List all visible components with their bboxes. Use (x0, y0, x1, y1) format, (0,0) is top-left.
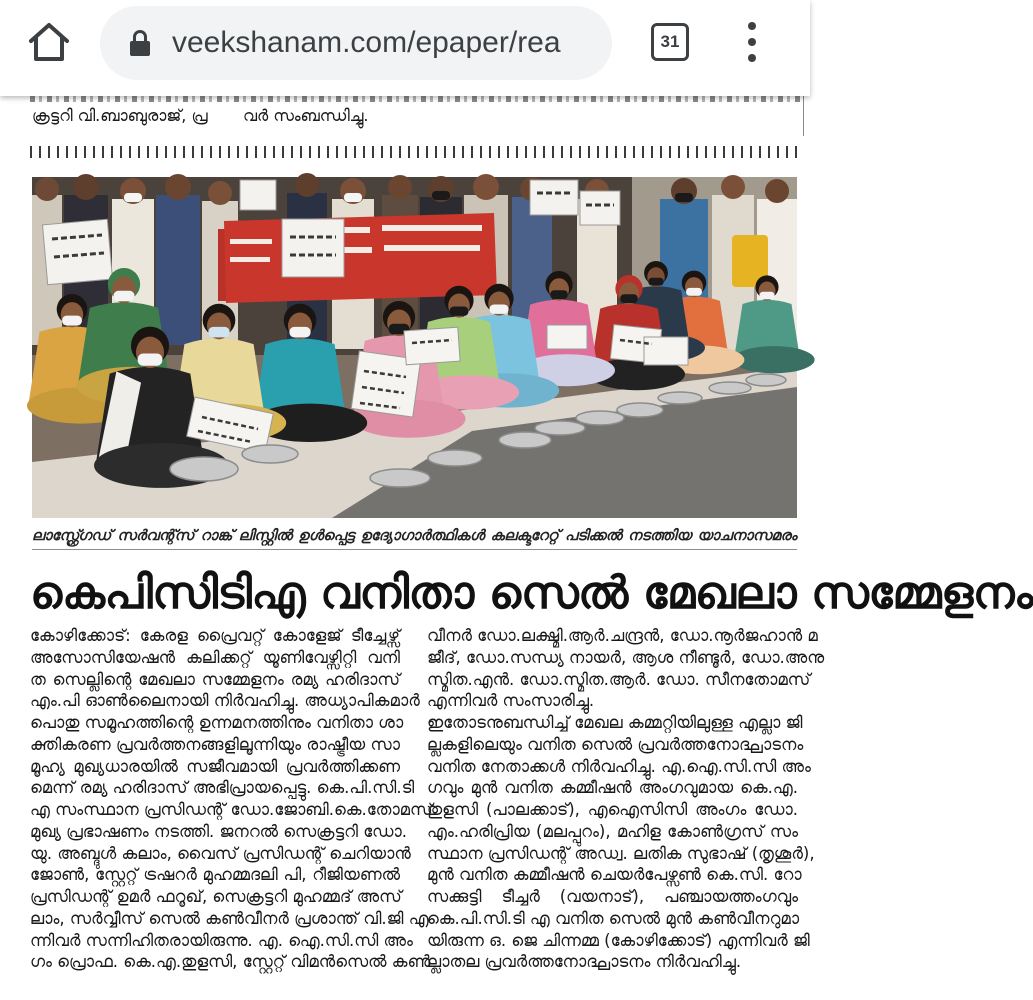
body-line: മൂഹ്യ മുഖ്യധാരയിൽ സജീവമായി പ്രവർത്തിക്കണ (30, 756, 400, 776)
home-icon[interactable] (26, 19, 72, 65)
body-line: ജോൺ, സ്റ്റേറ്റ് ട്രഷറർ മുഹമ്മദലി പി, റീജിയണൽ (30, 865, 400, 885)
tab-count[interactable]: 31 (660, 32, 680, 51)
body-line: എന്നിവർ സംസാരിച്ചു. (427, 691, 595, 711)
body-line: സ്മിത.എൻ. ഡോ.സ്മിത.ആർ. ഡോ. സീനതോമസ് (427, 669, 811, 689)
body-line: മെന്ന് രമ്യ ഹരിദാസ് അഭിപ്രായപ്പെട്ടു. കെ.പി.സി.ടി (30, 778, 415, 798)
url-text[interactable]: veekshanam.com/epaper/rea (172, 26, 561, 59)
dashed-separator (30, 146, 802, 158)
more-menu-button[interactable] (738, 16, 766, 68)
news-photo (32, 177, 797, 518)
article-column-left (30, 625, 433, 973)
body-line: വനിത നേതാക്കൾ നിർവഹിച്ചു. എ.ഐ.സി.സി അം (427, 756, 811, 776)
body-line: സ്ഥാന പ്രസിഡന്റ് അഡ്വ. ലതിക സുഭാഷ് (തൃശൂർ), (427, 843, 815, 863)
body-line: ഗവും മുൻ വനിത കമ്മീഷൻ അംഗവുമായ കെ.എ. (427, 778, 798, 798)
photo-caption: ലാസ്റ്റ്ഗ്രേഡ് സർവന്റ്സ് റാങ്ക് ലിസ്റ്റിൽ ഉൾപ്പെട്ട ഉദ്യോഗാർത്ഥികൾ കലക്ടറേറ്റ് പടിക്കൽ നടത്തിയ യാചനാസമരം (32, 528, 797, 544)
home-button[interactable] (26, 19, 72, 65)
body-line: തുളസി (പാലക്കാട്), എഐസിസി അംഗം ഡോ. (427, 800, 798, 819)
body-line: യിരുന്ന ഒ. ജെ ചിന്നമ്മ (കോഴിക്കോട്) എന്നിവർ ജി (427, 930, 810, 950)
caption-divider (32, 549, 797, 550)
body-line: എ സംസ്ഥാന പ്രസിഡന്റ് ഡോ.ജോബി.കെ.തോമസ് (30, 800, 433, 819)
column-rule (803, 96, 804, 136)
body-line: ല്ലാതല പ്രവർത്തനോദ്ഘാടനം നിർവഹിച്ചു. (427, 952, 742, 972)
body-line: ഗം പ്രൊഫ. കെ.എ.തുളസി, സ്റ്റേറ്റ് വിമൻസെൽ കൺ (30, 952, 431, 972)
browser-toolbar (0, 0, 810, 96)
body-line: പൊതു സമൂഹത്തിന്റെ ഉന്നമനത്തിനും വനിതാ ശാ (30, 713, 404, 732)
article-column-right (427, 625, 825, 973)
body-line: എം.ഹരിപ്രിയ (മലപ്പുറം), മഹിള കോൺഗ്രസ് സം (427, 821, 798, 841)
site-info-button[interactable] (128, 28, 152, 58)
body-line: ജീദ്, ഡോ.സന്ധ്യ നായർ, ആശ നീണ്ടൂർ, ഡോ.അനു (427, 647, 825, 667)
body-line: മുഖ്യ പ്രഭാഷണം നടത്തി. ജനറൽ സെക്രട്ടറി ഡോ. (30, 821, 407, 841)
article-headline: കെപിസിടിഎ വനിതാ സെൽ മേഖലാ സമ്മേളനം (30, 566, 1033, 619)
body-line: കോഴിക്കോട്: കേരള പ്രൈവറ്റ് കോളേജ് ടീച്ചേഴ്സ് (30, 626, 400, 645)
previous-article-fragment-end: വർ സംബന്ധിച്ചു. (243, 106, 369, 125)
body-line: അസോസിയേഷൻ കലിക്കറ്റ് യൂണിവേഴ്സിറ്റി വനി (30, 647, 400, 667)
lock-icon[interactable] (128, 28, 152, 58)
previous-article-fragment: ക്രട്ടറി വി.ബാബുരാജ്, പ്ര (32, 106, 208, 125)
body-line: പ്രസിഡന്റ് ഉമർ ഫറൂഖ്, സെക്രട്ടറി മുഹമ്മദ് അസ് (30, 887, 402, 906)
body-line: ലാം, സർവ്വീസ് സെൽ കൺവീനർ പ്രശാന്ത് വി.ജി എ (30, 908, 429, 928)
body-line: ക്തികരണ പ്രവർത്തനങ്ങളിലൂന്നിയും രാഷ്ട്രീയ സാ (30, 734, 400, 754)
body-line: കെ.പി.സി.ടി എ വനിത സെൽ മുൻ കൺവീനറുമാ (427, 908, 800, 928)
body-line: സക്കുട്ടി ടീച്ചർ (വയനാട്), പഞ്ചായത്തംഗവും (427, 887, 798, 906)
body-line: ന്നിവർ സന്നിഹിതരായിരുന്നു. എ. ഐ.സി.സി അം (30, 930, 413, 950)
body-line: ല്ലകളിലെയും വനിത സെൽ പ്രവർത്തനോദ്ഘാടനം (427, 734, 804, 754)
body-line: യു. അബ്ദുൾ കലാം, വൈസ് പ്രസിഡന്റ് ചെറിയാൻ (30, 843, 411, 863)
body-line: വീനർ ഡോ.ലക്ഷ്മി.ആർ.ചന്ദ്രൻ, ഡോ.നൂർജഹാൻ മ (427, 626, 818, 645)
clipped-text-line (30, 96, 800, 102)
body-line: മുൻ വനിത കമ്മീഷൻ ചെയർപേഴ്സൺ കെ.സി. റോ (427, 865, 802, 885)
more-vert-icon[interactable] (738, 16, 766, 68)
body-line: ഇതോടനുബന്ധിച്ച് മേഖല കമ്മറ്റിയിലുള്ള എല്ലാ ജി (427, 713, 803, 732)
body-line: എം.പി ഓൺലൈനായി നിർവഹിച്ചു. അധ്യാപികമാർ (30, 691, 420, 711)
tab-switcher-button[interactable] (651, 23, 689, 61)
body-line: ത സെല്ലിന്റെ മേഖലാ സമ്മേളനം രമ്യ ഹരിദാസ് (30, 669, 400, 689)
address-bar[interactable] (100, 6, 612, 80)
